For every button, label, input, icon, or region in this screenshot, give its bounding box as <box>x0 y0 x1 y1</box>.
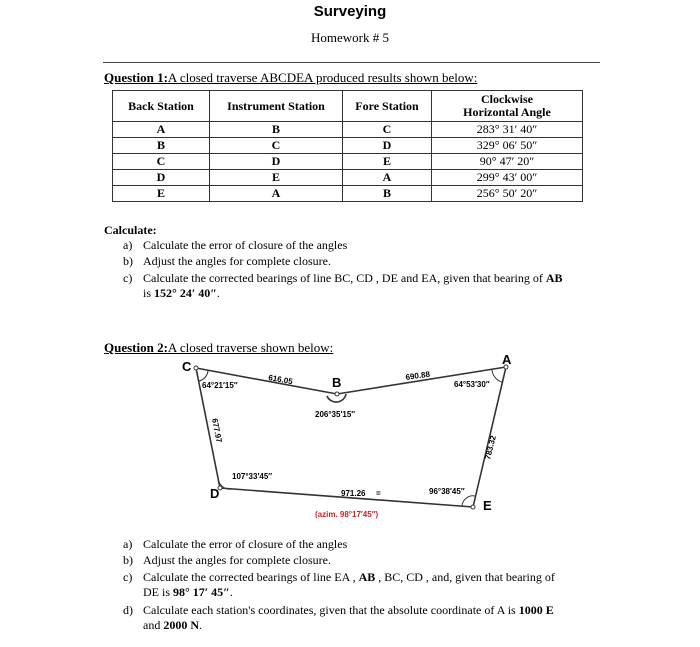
document-title: Surveying <box>313 3 387 20</box>
angle-label-d: 107°33′45″ <box>232 472 273 481</box>
task-text <box>143 271 583 301</box>
header-clockwise: Clockwise <box>481 92 533 106</box>
angle-cell: 256° 50′ 20″ <box>432 186 583 202</box>
angle-label-a: 64°53′30″ <box>454 380 490 389</box>
angle-arc-a <box>492 370 502 382</box>
fore-station-cell: B <box>343 186 432 202</box>
back-station-cell: B <box>113 138 210 154</box>
bearing-value: 152° 24′ 40″ <box>154 286 217 300</box>
task-letter: c) <box>123 271 133 285</box>
question-1-tasks <box>123 238 603 308</box>
fore-station-cell: D <box>343 138 432 154</box>
task-text: Adjust the angles for complete closure. <box>143 254 331 268</box>
question-1-text: A closed traverse ABCDEA produced results shown below: <box>167 70 478 85</box>
header-fore-station: Fore Station <box>343 91 432 122</box>
table-header-row <box>113 91 583 122</box>
question-2-heading <box>104 340 333 356</box>
table-row <box>113 138 583 154</box>
header-back-station: Back Station <box>113 91 210 122</box>
coordinate-northing: 2000 N <box>163 618 199 632</box>
back-station-cell: C <box>113 154 210 170</box>
station-label-a: A <box>502 352 512 367</box>
de-mark: = <box>376 489 381 498</box>
back-station-cell: E <box>113 186 210 202</box>
task-text-line2-post: . <box>216 286 220 300</box>
traverse-table <box>112 90 583 202</box>
instrument-station-cell: B <box>210 122 343 138</box>
task-text <box>143 603 583 633</box>
task-letter: a) <box>123 238 133 252</box>
table-row <box>113 122 583 138</box>
fore-station-cell: A <box>343 170 432 186</box>
azimuth-label: (azim. 98°17′45″) <box>315 510 379 519</box>
station-label-e: E <box>483 498 492 513</box>
instrument-station-cell: C <box>210 138 343 154</box>
question-2-label: Question 2: <box>104 340 168 355</box>
distance-label-ae: 783.32 <box>483 434 498 461</box>
bearing-value: 98° 17′ 45″ <box>173 585 230 599</box>
coordinate-easting: 1000 E <box>518 603 554 617</box>
angle-cell: 329° 06′ 50″ <box>432 138 583 154</box>
question-1-heading <box>104 70 477 86</box>
header-instrument-station: Instrument Station <box>210 91 343 122</box>
task-text-pre: Calculate the corrected bearings of line EA , <box>143 570 359 584</box>
angle-label-b: 206°35′15″ <box>315 410 356 419</box>
document-subtitle: Homework # 5 <box>311 30 389 45</box>
traverse-diagram <box>170 352 512 533</box>
fore-station-cell: E <box>343 154 432 170</box>
task-letter: a) <box>123 537 133 551</box>
distance-label-de: 971.26 <box>341 489 366 498</box>
task-text-line1: Calculate the corrected bearings of line BC, CD , DE and EA, given that bearing of AB <box>143 271 563 285</box>
task-letter: b) <box>123 254 133 268</box>
angle-arc-c <box>199 371 208 381</box>
distance-label-cd: 677.97 <box>210 417 224 444</box>
task-text-line2-pre: is <box>143 286 155 300</box>
fore-station-cell: C <box>343 122 432 138</box>
task-text <box>143 570 583 600</box>
distance-label-cb: 616.05 <box>267 373 294 387</box>
task-text-mid: , BC, CD , and, given that bearing of <box>375 570 555 584</box>
header-horizontal-angle <box>432 91 583 122</box>
station-label-c: C <box>182 359 192 374</box>
table-row <box>113 170 583 186</box>
back-station-cell: A <box>113 122 210 138</box>
divider <box>103 62 600 63</box>
task-letter: b) <box>123 553 133 567</box>
angle-cell: 90° 47′ 20″ <box>432 154 583 170</box>
line-ab-bold: AB <box>358 570 376 584</box>
task-text: Calculate the error of closure of the angles <box>143 238 348 252</box>
task-text: Calculate the error of closure of the angles <box>143 537 348 551</box>
task-letter: c) <box>123 570 133 584</box>
question-1-label: Question 1: <box>104 70 168 85</box>
task-text: Adjust the angles for complete closure. <box>143 553 331 567</box>
station-point-b <box>335 392 339 396</box>
task-text-line2-pre: and <box>143 618 164 632</box>
instrument-station-cell: A <box>210 186 343 202</box>
instrument-station-cell: D <box>210 154 343 170</box>
angle-label-c: 64°21′15″ <box>202 381 238 390</box>
table-row <box>113 186 583 202</box>
header-horizontal-angle-text: Horizontal Angle <box>463 105 551 119</box>
station-label-d: D <box>210 486 220 501</box>
angle-cell: 283° 31′ 40″ <box>432 122 583 138</box>
angle-cell: 299° 43′ 00″ <box>432 170 583 186</box>
task-text-pre: Calculate each station's coordinates, given that the absolute coordinate of A is <box>143 603 519 617</box>
station-point-e <box>471 505 475 509</box>
question-2-text: A closed traverse shown below: <box>167 340 334 355</box>
distance-label-ba: 690.88 <box>405 369 431 382</box>
task-letter: d) <box>123 603 133 617</box>
instrument-station-cell: E <box>210 170 343 186</box>
task-text-line2-pre: DE is <box>143 585 173 599</box>
table-row <box>113 154 583 170</box>
task-text-line2-post: . <box>199 618 202 632</box>
back-station-cell: D <box>113 170 210 186</box>
question-2-tasks <box>123 537 603 637</box>
task-text-line2-post: . <box>229 585 233 599</box>
calculate-label: Calculate: <box>104 223 157 237</box>
station-label-b: B <box>332 375 342 390</box>
angle-label-e: 96°38′45″ <box>429 487 465 496</box>
line-ab-bold: AB <box>545 271 563 285</box>
station-point-c <box>194 366 198 370</box>
